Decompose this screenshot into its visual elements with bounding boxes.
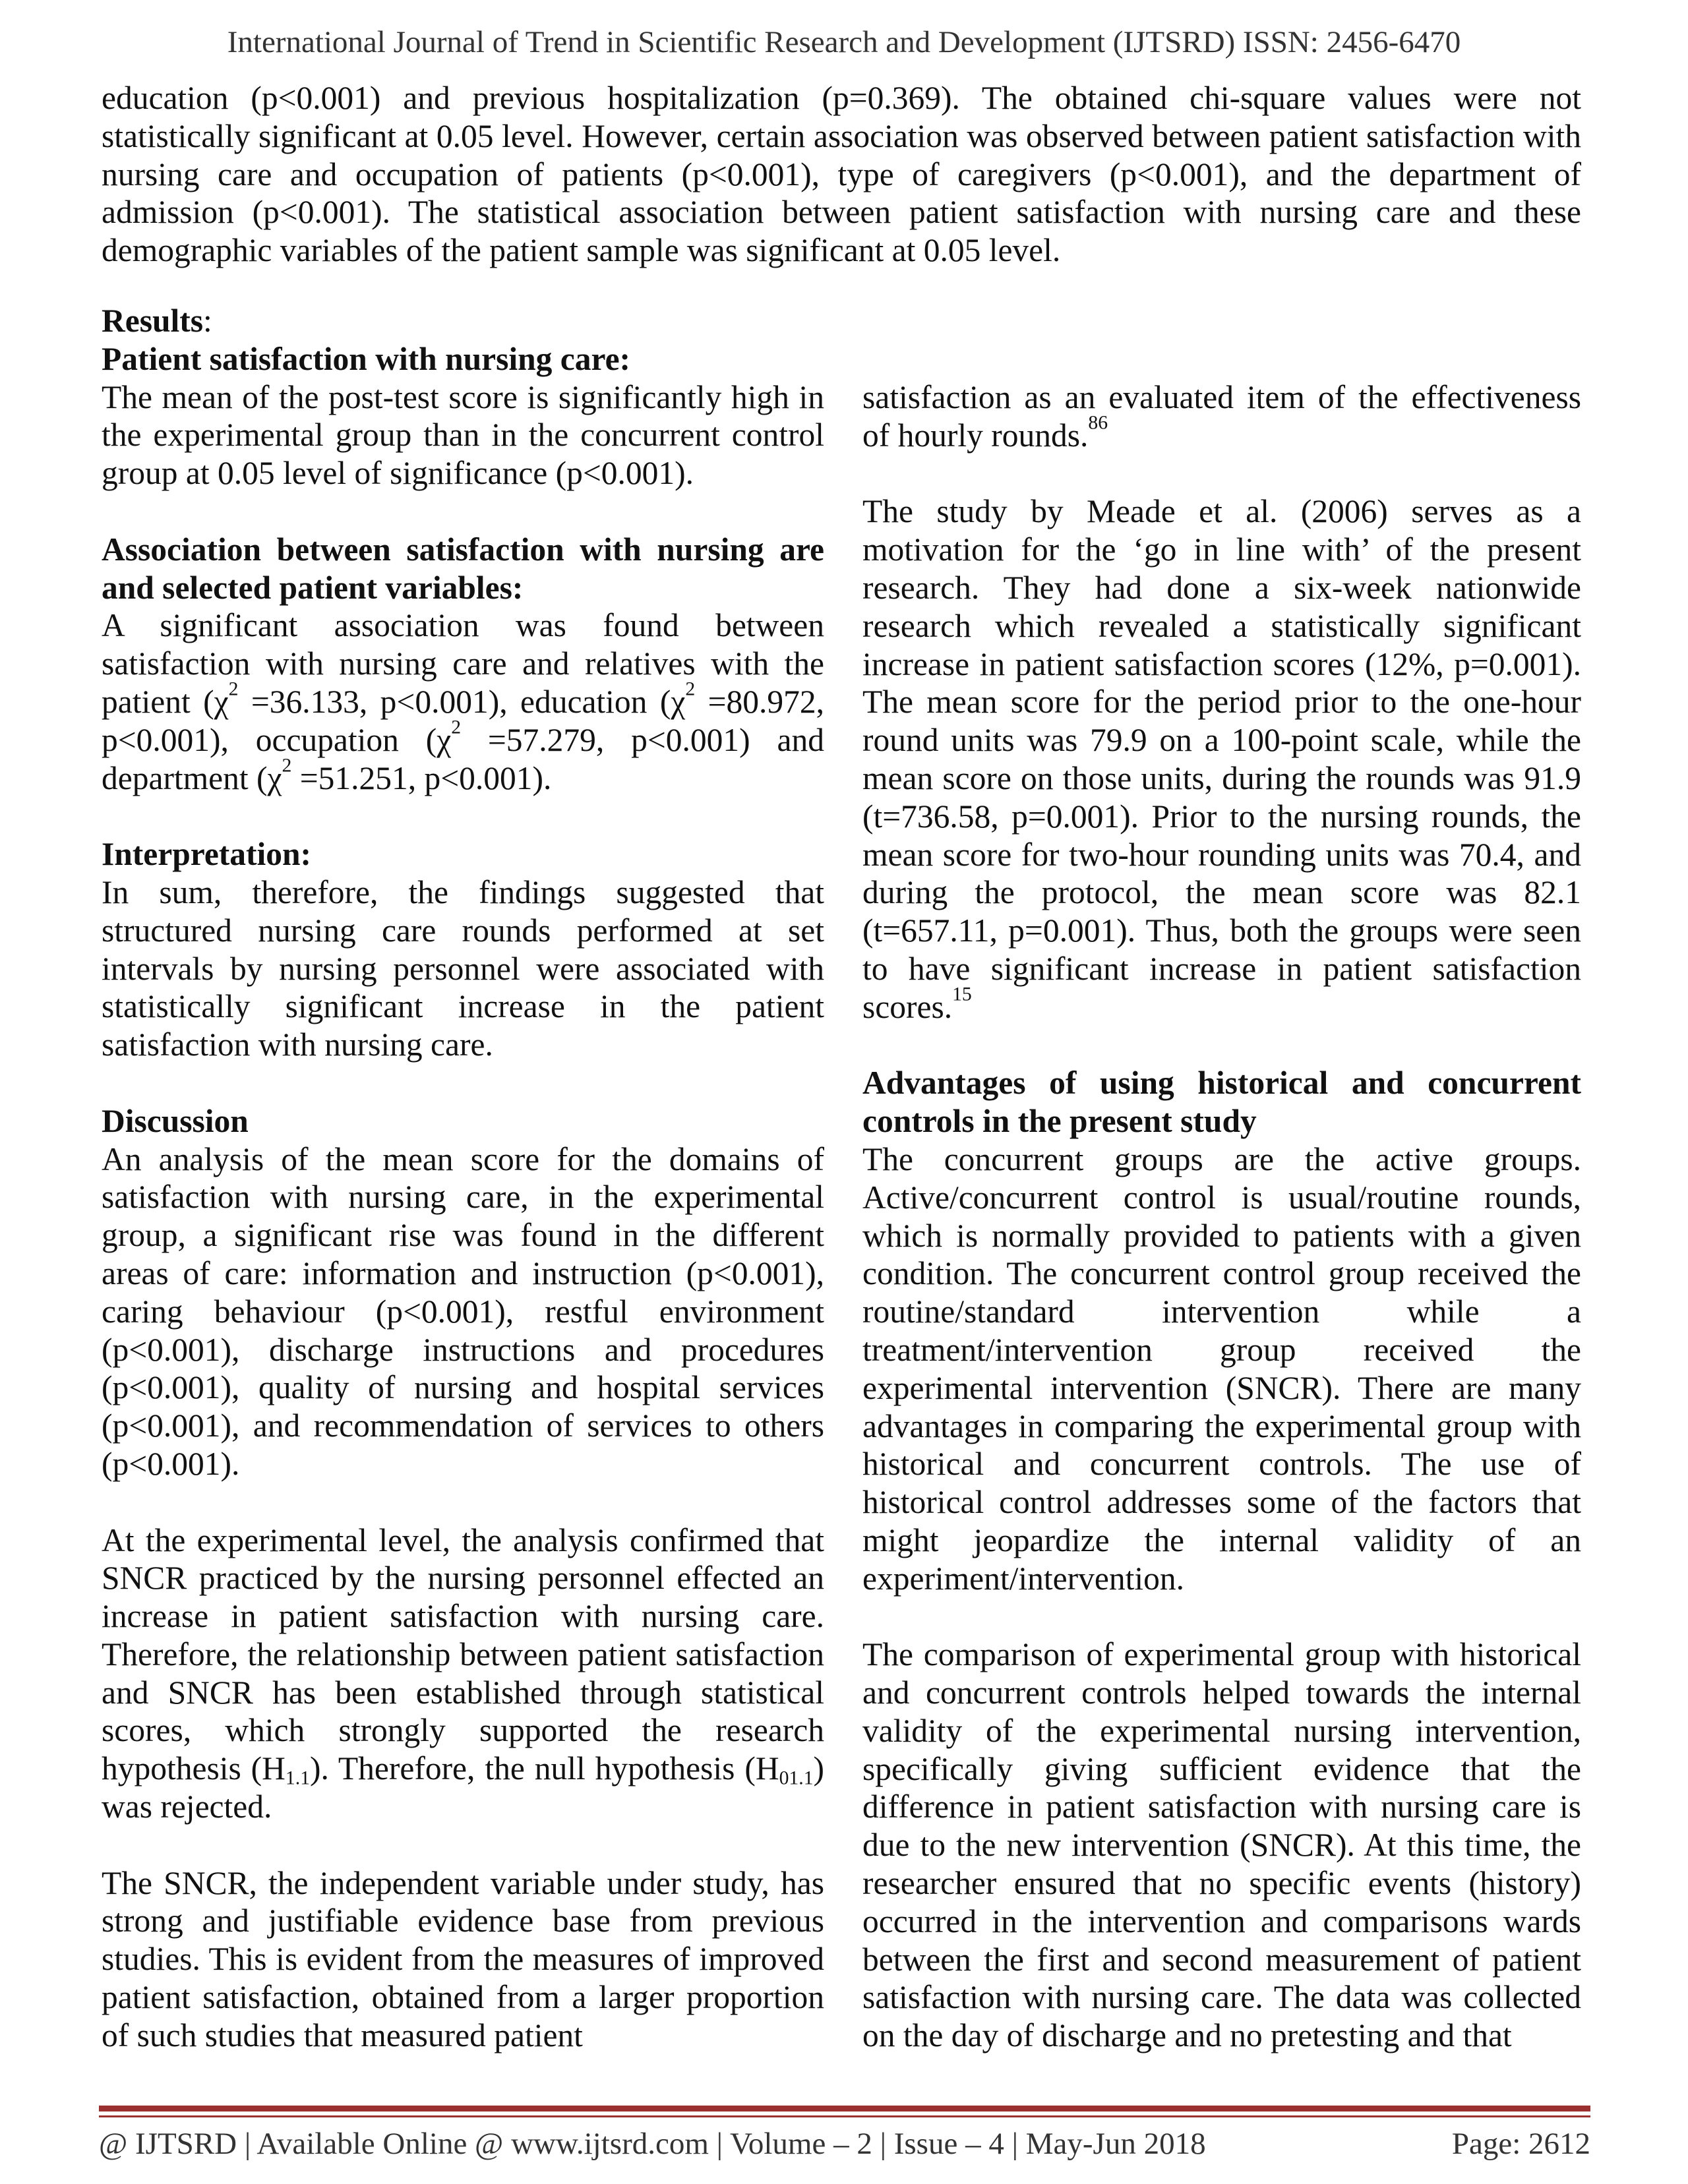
interpretation-heading: Interpretation: [102,836,312,873]
continuation-paragraph: satisfaction as an evaluated item of the effectiveness of hourly rounds.$^{86}$ [862,379,1581,454]
citation-ref: 86 [1088,412,1108,434]
footer-rule-thin [99,2115,1590,2117]
satisfaction-heading: Patient satisfaction with nursing care: [102,340,631,377]
association-heading: Association between satisfaction with nursing are and selected patient variables: [102,531,824,606]
interpretation-paragraph: In sum, therefore, the findings suggested that structured nursing care rounds performed at set intervals by nursing personnel were associated with statistically significant increase in the patient satisfaction with nursing care. [102,873,824,1063]
page-footer [99,2124,1590,2164]
footer-info: @ IJTSRD | Available Online @ www.ijtsrd.com | Volume – 2 | Issue – 4 | May-Jun 2018 [99,2127,1206,2161]
experimental-paragraph: At the experimental level, the analysis confirmed that SNCR practiced by the nursing personnel effected an increase in patient satisfaction with nursing care. Therefore, the relationship between patient satisfaction and SNCR has been established through statistical scores, which strongly supported the research hypothesis $(H_{1.1})$. Therefore, the null hypothesis $(H_{01.1})$ was rejected. [102,1521,825,1825]
results-colon: : [203,303,212,339]
discussion-paragraph: An analysis of the mean score for the domains of satisfaction with nursing care, in the experimental group, a significant rise was found in the different areas of care: information and instruction (p<0.001), caring behaviour (p<0.001), restful environment (p<0.001), discharge instructions and procedures (p<0.001), quality of nursing and hospital services (p<0.001), and recommendation of services to others (p<0.001). [102,1140,824,1482]
left-column [102,302,824,2055]
comparison-paragraph: The comparison of experimental group with historical and concurrent controls helped towards the internal validity of the experimental nursing intervention, specifically giving sufficient evidence that the difference in patient satisfaction with nursing care is due to the new intervention (SNCR). At this time, the researcher ensured that no specific events (history) occurred in the intervention and comparisons wards between the first and second measurement of patient satisfaction with nursing care. The data was collected on the day of discharge and no pretesting and that [862,1636,1581,2054]
satisfaction-paragraph: The mean of the post-test score is significantly high in the experimental group than in the concurrent control group at 0.05 level of significance (p<0.001). [102,378,824,492]
discussion-heading: Discussion [102,1102,249,1139]
results-heading-line [102,302,824,340]
footer-rule [99,2106,1590,2111]
right-column [862,378,1581,2055]
advantages-paragraph: The concurrent groups are the active groups. Active/concurrent control is usual/routine rounds, which is normally provided to patients with a given condition. The concurrent control group received the routine/standard intervention while a treatment/intervention group received the experimental intervention (SNCR). There are many advantages in comparing the experimental group with historical and concurrent controls. The use of historical control addresses some of the factors that might jeopardize the internal validity of an experiment/intervention. [862,1140,1581,1597]
results-heading: Results [102,303,204,339]
journal-header: International Journal of Trend in Scientific Research and Development (IJTSRD) ISSN: 2456-6470 [227,25,1461,59]
intro-paragraph: education (p<0.001) and previous hospitalization (p=0.369). The obtained chi-square values were not statistically significant at 0.05 level. However, certain association was observed between patient satisfaction with nursing care and occupation of patients (p<0.001), type of caregivers (p<0.001), and the department of admission (p<0.001). The statistical association between patient satisfaction with nursing care and these demographic variables of the patient sample was significant at 0.05 level. [102,80,1581,269]
intro-section [102,79,1581,270]
meade-paragraph: The study by Meade et al. (2006) serves as a motivation for the ‘go in line with’ of the present research. They had done a six-week nationwide research which revealed a statistically significant increase in patient satisfaction scores (12%, p=0.001). The mean score for the period prior to the one-hour round units was 79.9 on a 100-point scale, while the mean score on those units, during the rounds was 91.9 (t=736.58, p=0.001). Prior to the nursing rounds, the mean score for two-hour rounding units was 70.4, and during the protocol, the mean score was 82.1 (t=657.11, p=0.001). Thus, both the groups were seen to have significant increase in patient satisfaction scores.$^{15}$ [862,493,1581,1025]
advantages-heading: Advantages of using historical and concurrent controls in the present study [862,1065,1581,1140]
association-paragraph: A significant association was found between satisfaction with nursing care and relatives with the patient ($\chi^2 =36.133$, p<0.001), education ($\chi^2 =80.972$, p<0.001), occupation ($\chi^2 =57.279$, p<0.001) and department ($\chi^2 =51.251$, p<0.001). [102,607,824,796]
sncr-paragraph: The SNCR, the independent variable under study, has strong and justifiable evidence base from previous studies. This is evident from the measures of improved patient satisfaction, obtained from a larger proportion of such studies that measured patient [102,1864,824,2053]
page-number: Page: 2612 [1451,2127,1590,2161]
citation-ref: 15 [952,984,972,1005]
